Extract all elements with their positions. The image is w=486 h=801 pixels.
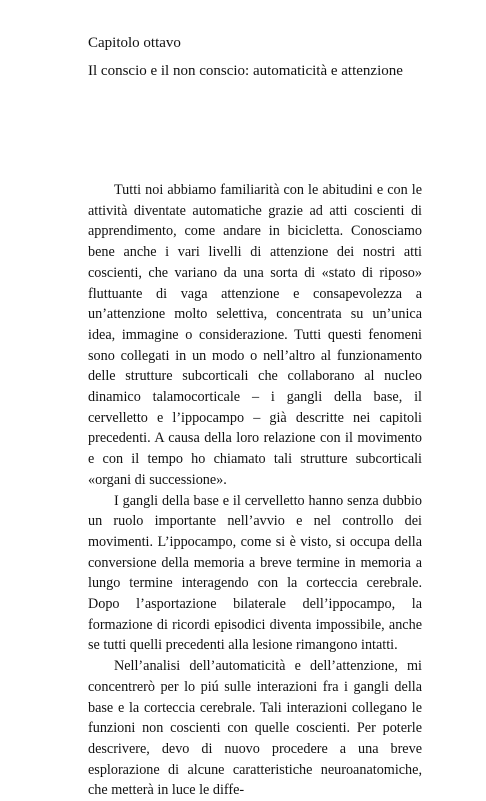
paragraph-2: I gangli della base e il cervelletto hanno senza dubbio un ruolo importante nell’avvio e nel controllo dei movimenti. L’ippocampo, come si è visto, si occupa della conversione della memoria a breve termine in memoria a lungo termine interagendo con la corteccia cerebrale. Dopo l’asportazione bilaterale dell’ippocampo, la formazione di ricordi episodici diventa impossibile, anche se tutti quelli precedenti alla lesione rimangono intatti.	[88, 492, 422, 654]
chapter-body	[88, 180, 422, 801]
paragraph-3: Nell’analisi dell’automaticità e dell’attenzione, mi concentrerò per lo piú sulle interazioni fra i gangli della base e la corteccia cerebrale. Tali interazioni collegano le funzioni non coscienti con quelle coscienti. Per poterle descrivere, devo di nuovo procedere a una breve esplorazione di alcune caratteristiche neuroanatomiche, che metterà in luce le diffe-	[88, 658, 422, 799]
chapter-label: Capitolo ottavo	[88, 35, 181, 51]
chapter-title: Il conscio e il non conscio: automaticità e attenzione	[88, 63, 403, 79]
paragraph-1: Tutti noi abbiamo familiarità con le abitudini e con le attività diventate automatiche grazie ad atti coscienti di apprendimento, come andare in bicicletta. Conosciamo bene anche i vari livelli di attenzione dei nostri atti coscienti, che variano da una sorta di «stato di riposo» fluttuante di vaga attenzione e consapevolezza a un’attenzione molto selettiva, concentrata su un’unica idea, immagine o considerazione. Tutti questi fenomeni sono collegati in un modo o nell’altro al funzionamento delle strutture subcorticali che collaborano al nucleo dinamico talamocorticale – i gangli della base, il cervelletto e l’ippocampo – già descritte nei capitoli precedenti. A causa della loro relazione con il movimento e con il tempo ho chiamato tali strutture subcorticali «organi di successione».	[88, 182, 422, 488]
